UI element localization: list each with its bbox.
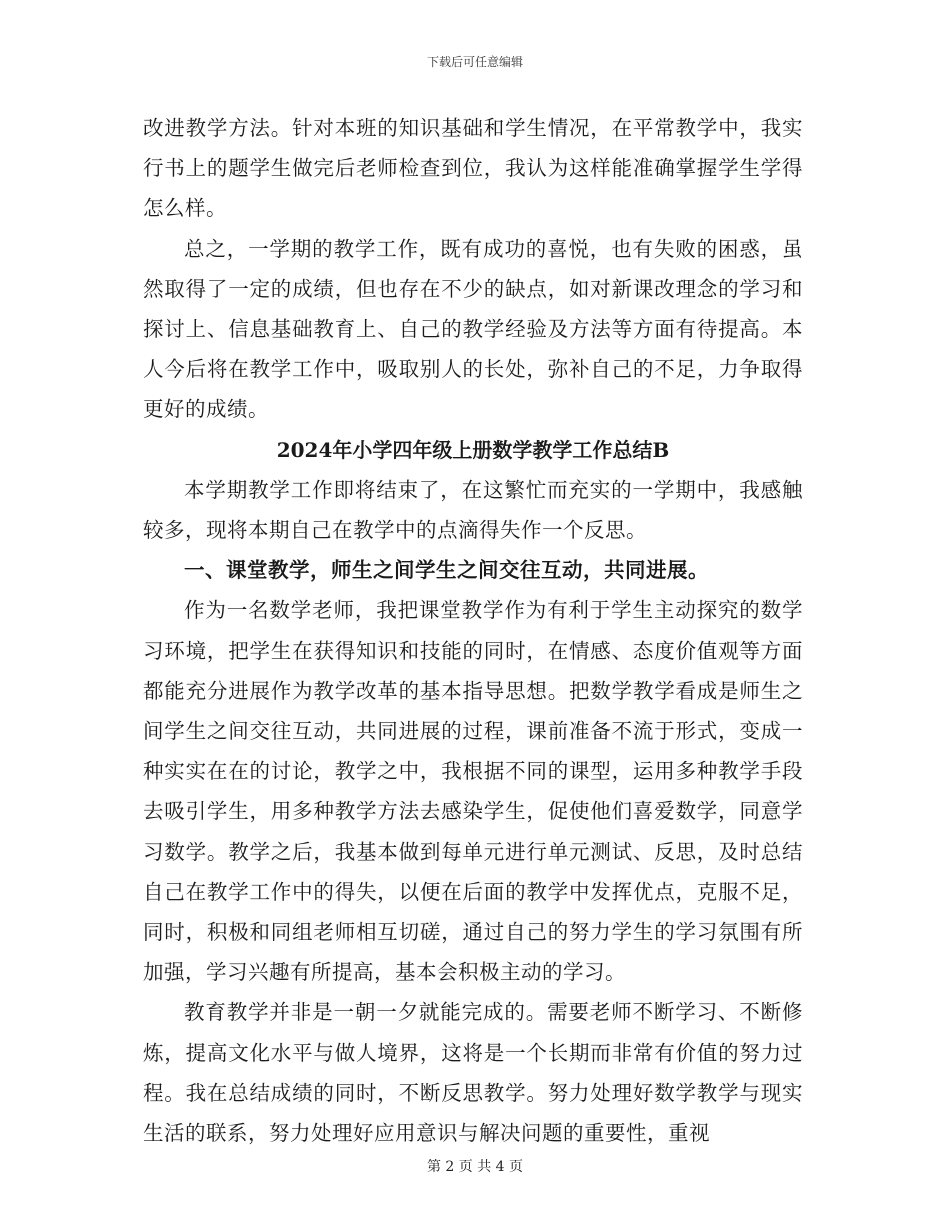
section-heading: 一、课堂教学，师生之间学生之间交往互动，共同进展。 — [184, 558, 709, 583]
paragraph-continued: 改进教学方法。针对本班的知识基础和学生情况，在平常教学中，我实行书上的题学生做完后老师检查到位，我认为这样能准确掌握学生学得怎么样。 — [143, 116, 803, 221]
paragraph-classroom: 作为一名数学老师，我把课堂教学作为有利于学生主动探究的数学习环境，把学生在获得知识和技能的同时，在情感、态度价值观等方面都能充分进展作为教学改革的基本指导思想。把数学教学看成是师生之间学生之间交往互动，共同进展的过程，课前准备不流于形式，变成一种实实在在的讨论，教学之中，我根据不同的课型，运用多种教学手段去吸引学生，用多种教学方法去感染学生，促使他们喜爱数学，同意学习数学。教学之后，我基本做到每单元进行单元测试、反思，及时总结自己在教学工作中的得失，以便在后面的教学中发挥优点，克服不足，同时，积极和同组老师相互切磋，通过自己的努力学生的学习氛围有所加强，学习兴趣有所提高，基本会积极主动的学习。 — [143, 598, 803, 985]
paragraph-intro: 本学期教学工作即将结束了，在这繁忙而充实的一学期中，我感触较多，现将本期自己在教学中的点滴得失作一个反思。 — [143, 477, 803, 543]
page-footer: 第 2 页 共 4 页 — [426, 1159, 524, 1175]
paragraph-conclusion: 总之，一学期的教学工作，既有成功的喜悦，也有失败的困惑，虽然取得了一定的成绩，但也存在不少的缺点，如对新课改理念的学习和探讨上、信息基础教育上、自己的教学经验及方法等方面有待提高。本人今后将在教学工作中，吸取别人的长处，弥补自己的不足，力争取得更好的成绩。 — [143, 236, 803, 422]
paragraph-education: 教育教学并非是一朝一夕就能完成的。需要老师不断学习、不断修炼，提高文化水平与做人境界，这将是一个长期而非常有价值的努力过程。我在总结成绩的同时，不断反思教学。努力处理好数学教学与现实生活的联系，努力处理好应用意识与解决问题的重要性，重视 — [143, 1000, 803, 1146]
document-body — [143, 108, 803, 1153]
page-header: 下载后可任意编辑 — [426, 55, 523, 69]
document-title: 2024年小学四年级上册数学教学工作总结B — [276, 437, 670, 462]
